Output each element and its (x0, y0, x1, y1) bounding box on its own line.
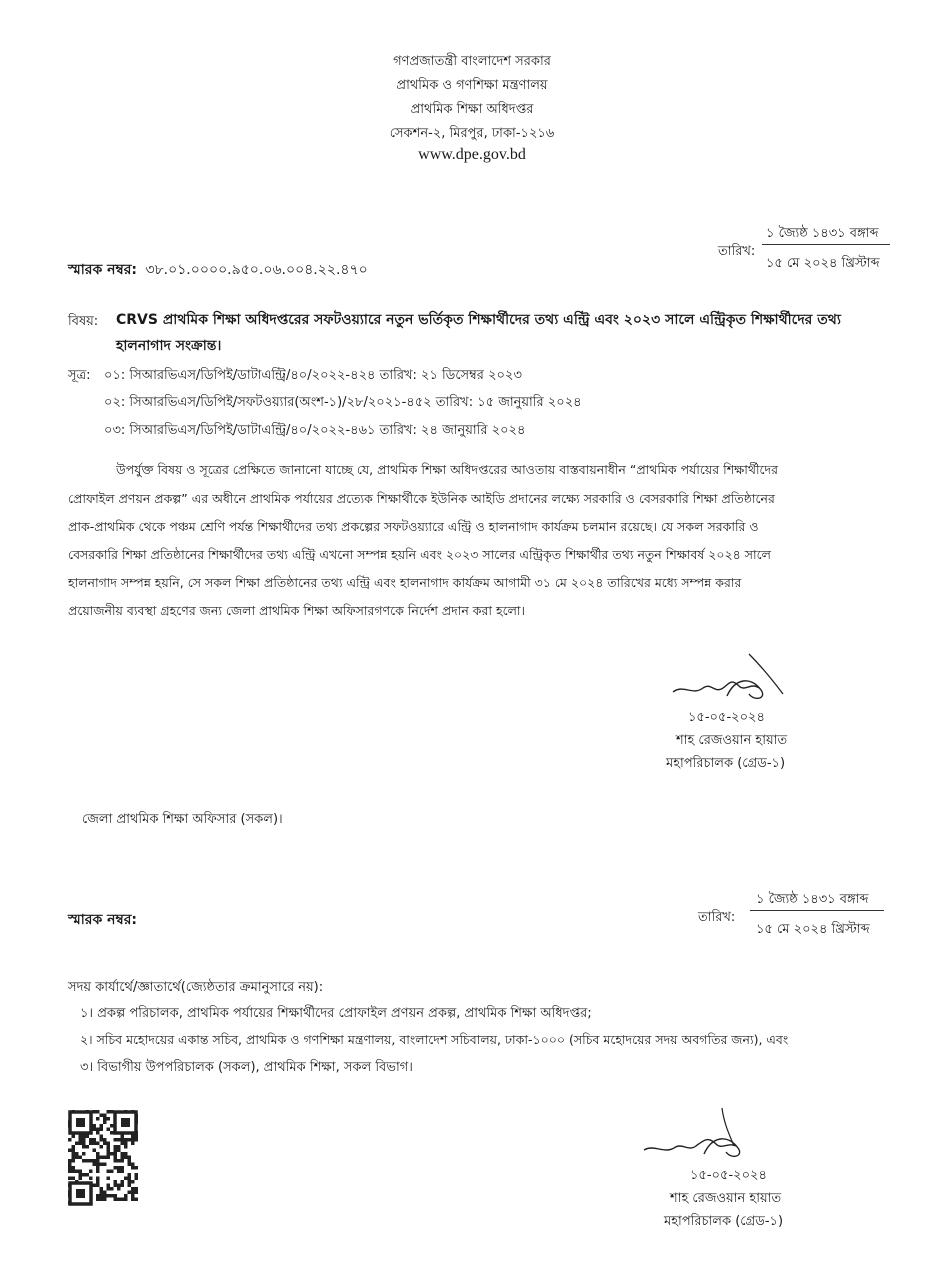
reference-item-1: ০১: সিআরভিএস/ডিপিই/ডাটাএন্ট্রি/৪০/২০২২-৪২৪ তারিখ: ২১ ডিসেম্বর ২০২৩ (104, 368, 522, 383)
copy-to-item-1: ১। প্রকল্প পরিচালক, প্রাথমিক পর্যায়ের শিক্ষার্থীদের প্রোফাইল প্রণয়ন প্রকল্প, প্রাথমিক শিক্ষা অধিদপ্তর; (80, 1006, 592, 1021)
signature-date: ১৫-০৫-২০২৪ (688, 710, 765, 725)
body-line-4: বেসরকারি শিক্ষা প্রতিষ্ঠানের শিক্ষার্থীদের তথ্য এন্ট্রি এখনো সম্পন্ন হয়নি এবং ২০২৩ সালের এন্ট্রিকৃত শিক্ষার্থীর তথ্য নতুন শিক্ষাবর্ষ ২০২৪ সালে (68, 547, 771, 562)
subject-line-2: হালনাগাদ সংক্রান্ত। (116, 338, 222, 354)
memo-label-2: স্মারক নম্বর: (68, 912, 138, 928)
memo-number: ৩৮.০১.০০০০.৯৫০.০৬.০০৪.২২.৪৭০ (145, 262, 368, 278)
header-website[interactable]: www.dpe.gov.bd (418, 146, 526, 163)
header-address: সেকশন-২, মিরপুর, ঢাকা-১২১৬ (389, 126, 555, 141)
header-ministry: প্রাথমিক ও গণশিক্ষা মন্ত্রণালয় (396, 78, 548, 93)
reference-item-3: ০৩: সিআরভিএস/ডিপিই/ডাটাএন্ট্রি/৪০/২০২২-৪৬১ তারিখ: ২৪ জানুয়ারি ২০২৪ (104, 423, 526, 438)
signatory-name: শাহ রেজওয়ান হায়াত (676, 733, 788, 748)
date-divider-2 (750, 910, 884, 911)
signature-date-2: ১৫-০৫-২০২৪ (690, 1168, 767, 1183)
qr-code (68, 1110, 138, 1206)
body-line-6: প্রয়োজনীয় ব্যবস্থা গ্রহণের জন্য জেলা প্রাথমিক শিক্ষা অফিসারগণকে নির্দেশ প্রদান করা হলো। (68, 603, 526, 618)
signature-scribble (665, 648, 790, 710)
body-line-2: প্রোফাইল প্রণয়ন প্রকল্প” এর অধীনে প্রাথমিক পর্যায়ের প্রত্যেক শিক্ষার্থীকে ইউনিক আইডি প্রদানের লক্ষ্যে সরকারি ও বেসরকারি শিক্ষা প্রতিষ্ঠানের (68, 491, 775, 506)
memo-label: স্মারক নম্বর: (68, 262, 138, 278)
date-label: তারিখ: (718, 244, 756, 259)
date-bangla-2: ১ জ্যৈষ্ঠ ১৪৩১ বঙ্গাব্দ (756, 892, 869, 907)
copy-to-item-2: ২। সচিব মহোদয়ের একান্ত সচিব, প্রাথমিক ও গণশিক্ষা মন্ত্রণালয়, বাংলাদেশ সচিবালয়, ঢাকা-১০০০ (সচিব মহোদয়ের সদয় অবগতির জন্য), এবং (80, 1032, 789, 1047)
body-line-5: হালনাগাদ সম্পন্ন হয়নি, সে সকল শিক্ষা প্রতিষ্ঠানের তথ্য এন্ট্রি এবং হালনাগাদ কার্যক্রম আগামী ৩১ মে ২০২৪ তারিখের মধ্যে সম্পন্ন করার (68, 575, 742, 590)
signatory-designation-2: মহাপরিচালক (গ্রেড-১) (664, 1214, 784, 1229)
body-line-1: উপর্যুক্ত বিষয় ও সূত্রের প্রেক্ষিতে জানানো যাচ্ছে যে, প্রাথমিক শিক্ষা অধিদপ্তরের আওতায় বাস্তবায়নাধীন “প্রাথমিক পর্যায়ের শিক্ষার্থীদের (116, 462, 779, 477)
signatory-designation: মহাপরিচালক (গ্রেড-১) (666, 756, 786, 771)
header-government: গণপ্রজাতন্ত্রী বাংলাদেশ সরকার (393, 54, 551, 69)
signature-scribble-2 (638, 1106, 768, 1166)
signatory-name-2: শাহ রেজওয়ান হায়াত (670, 1191, 782, 1206)
copy-to-heading: সদয় কার্যার্থে/জ্ঞাতার্থে(জ্যেষ্ঠতার ক্রমানুসারে নয়): (68, 980, 324, 995)
copy-to-item-3: ৩। বিভাগীয় উপপরিচালক (সকল), প্রাথমিক শিক্ষা, সকল বিভাগ। (80, 1060, 413, 1075)
subject-line-1: CRVS প্রাথমিক শিক্ষা অধিদপ্তরের সফটওয়্যারে নতুন ভর্তিকৃত শিক্ষার্থীদের তথ্য এন্ট্রি এবং ২০২৩ সালে এন্ট্রিকৃত শিক্ষার্থীদের তথ্য (116, 312, 841, 328)
subject-label: বিষয়: (68, 314, 99, 329)
recipient: জেলা প্রাথমিক শিক্ষা অফিসার (সকল)। (82, 812, 283, 827)
date-label-2: তারিখ: (698, 910, 736, 925)
date-english-2: ১৫ মে ২০২৪ খ্রিস্টাব্দ (756, 922, 870, 937)
reference-item-2: ০২: সিআরভিএস/ডিপিই/সফটওয়্যার(অংশ-১)/২৮/২০২১-৪৫২ তারিখ: ১৫ জানুয়ারি ২০২৪ (104, 395, 582, 410)
date-bangla: ১ জ্যৈষ্ঠ ১৪৩১ বঙ্গাব্দ (766, 226, 879, 241)
reference-label: সূত্র: (68, 368, 91, 383)
date-divider (762, 244, 890, 245)
header-directorate: প্রাথমিক শিক্ষা অধিদপ্তর (410, 102, 534, 117)
date-english: ১৫ মে ২০২৪ খ্রিস্টাব্দ (766, 256, 880, 271)
body-line-3: প্রাক-প্রাথমিক থেকে পঞ্চম শ্রেণি পর্যন্ত শিক্ষার্থীদের তথ্য প্রকল্পের সফটওয়্যারে এন্ট্রি ও হালনাগাদ কার্যক্রম চলমান রয়েছে। যে সকল সরকারি ও (68, 519, 759, 534)
